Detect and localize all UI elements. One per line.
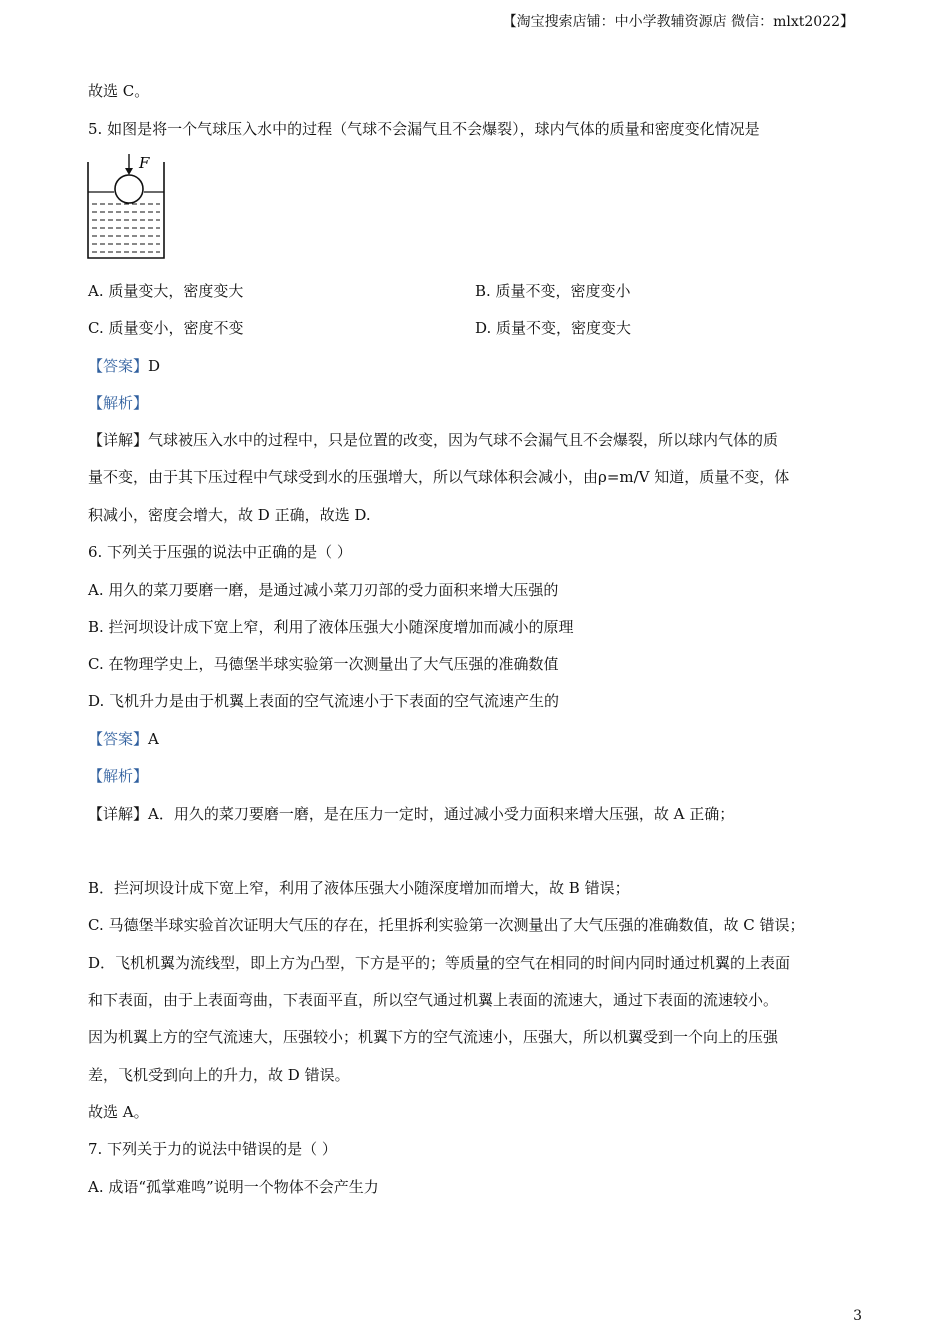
- q6-answer: [88, 728, 159, 750]
- q5-analysis-tag: 【解析】: [88, 394, 149, 412]
- detail-tag: 【详解】: [88, 805, 149, 823]
- q5-detail-line-1: 【详解】气球被压入水中的过程中，只是位置的改变，因为气球不会漏气且不会爆裂，所以球内气体的质: [88, 431, 779, 449]
- q6-option-a: A. 用久的菜刀要磨一磨，是通过减小菜刀刃部的受力面积来增大压强的: [88, 581, 559, 599]
- answer-choice-text: 故选 C。: [88, 82, 150, 100]
- q6-option-d: D. 飞机升力是由于机翼上表面的空气流速小于下表面的空气流速产生的: [88, 692, 560, 710]
- question-6-stem: 6. 下列关于压强的说法中正确的是（ ）: [88, 543, 352, 561]
- answer-value: D: [148, 357, 161, 375]
- question-7-stem: 7. 下列关于力的说法中错误的是（ ）: [88, 1140, 337, 1158]
- balloon-in-water-figure: [84, 152, 170, 262]
- page-number: 3: [853, 1308, 862, 1324]
- question-5-stem: 5. 如图是将一个气球压入水中的过程（气球不会漏气且不会爆裂），球内气体的质量和密度变化情况是: [88, 120, 760, 138]
- q7-option-a: A. 成语“孤掌难鸣”说明一个物体不会产生力: [88, 1178, 379, 1196]
- detail-tag: 【详解】: [88, 431, 149, 449]
- q6-analysis-tag: 【解析】: [88, 767, 149, 785]
- q6-detail-d-1: D．飞机机翼为流线型，即上方为凸型，下方是平的；等质量的空气在相同的时间内同时通过机翼的上表面: [88, 954, 791, 972]
- q5-detail-line-2: 量不变，由于其下压过程中气球受到水的压强增大，所以气球体积会减小，由ρ=m/V 知道，质量不变，体: [88, 468, 790, 486]
- answer-value: A: [148, 730, 159, 748]
- q5-option-b: B. 质量不变，密度变小: [475, 282, 631, 300]
- q6-selection: 故选 A。: [88, 1103, 149, 1121]
- q6-detail-b: B．拦河坝设计成下宽上窄，利用了液体压强大小随深度增加而增大，故 B 错误；: [88, 879, 630, 897]
- q5-option-c: C. 质量变小，密度不变: [88, 319, 244, 337]
- q6-detail-a: 【详解】A．用久的菜刀要磨一磨，是在压力一定时，通过减小受力面积来增大压强，故 A 正确；: [88, 805, 735, 823]
- q6-detail-c: C. 马德堡半球实验首次证明大气压的存在，托里拆利实验第一次测量出了大气压强的准确数值，故 C 错误；: [88, 916, 805, 934]
- q6-detail-d-4: 差，飞机受到向上的升力，故 D 错误。: [88, 1066, 350, 1084]
- q5-detail-line-3: 积减小，密度会增大，故 D 正确，故选 D.: [88, 506, 371, 524]
- q5-option-d: D. 质量不变，密度变大: [475, 319, 632, 337]
- q6-option-c: C. 在物理学史上，马德堡半球实验第一次测量出了大气压强的准确数值: [88, 655, 559, 673]
- page-header: 【淘宝搜索店铺：中小学教辅资源店 微信：mlxt2022】: [502, 14, 854, 30]
- q6-detail-d-3: 因为机翼上方的空气流速大，压强较小；机翼下方的空气流速小，压强大，所以机翼受到一个向上的压强: [88, 1028, 779, 1046]
- q5-answer: [88, 355, 160, 377]
- q5-option-a: A. 质量变大，密度变大: [88, 282, 244, 300]
- answer-tag: 【答案】: [88, 730, 149, 748]
- q6-detail-d-2: 和下表面，由于上表面弯曲，下表面平直，所以空气通过机翼上表面的流速大，通过下表面的流速较小。: [88, 991, 779, 1009]
- q6-option-b: B. 拦河坝设计成下宽上窄，利用了液体压强大小随深度增加而减小的原理: [88, 618, 574, 636]
- force-label: F: [139, 154, 150, 172]
- answer-tag: 【答案】: [88, 357, 149, 375]
